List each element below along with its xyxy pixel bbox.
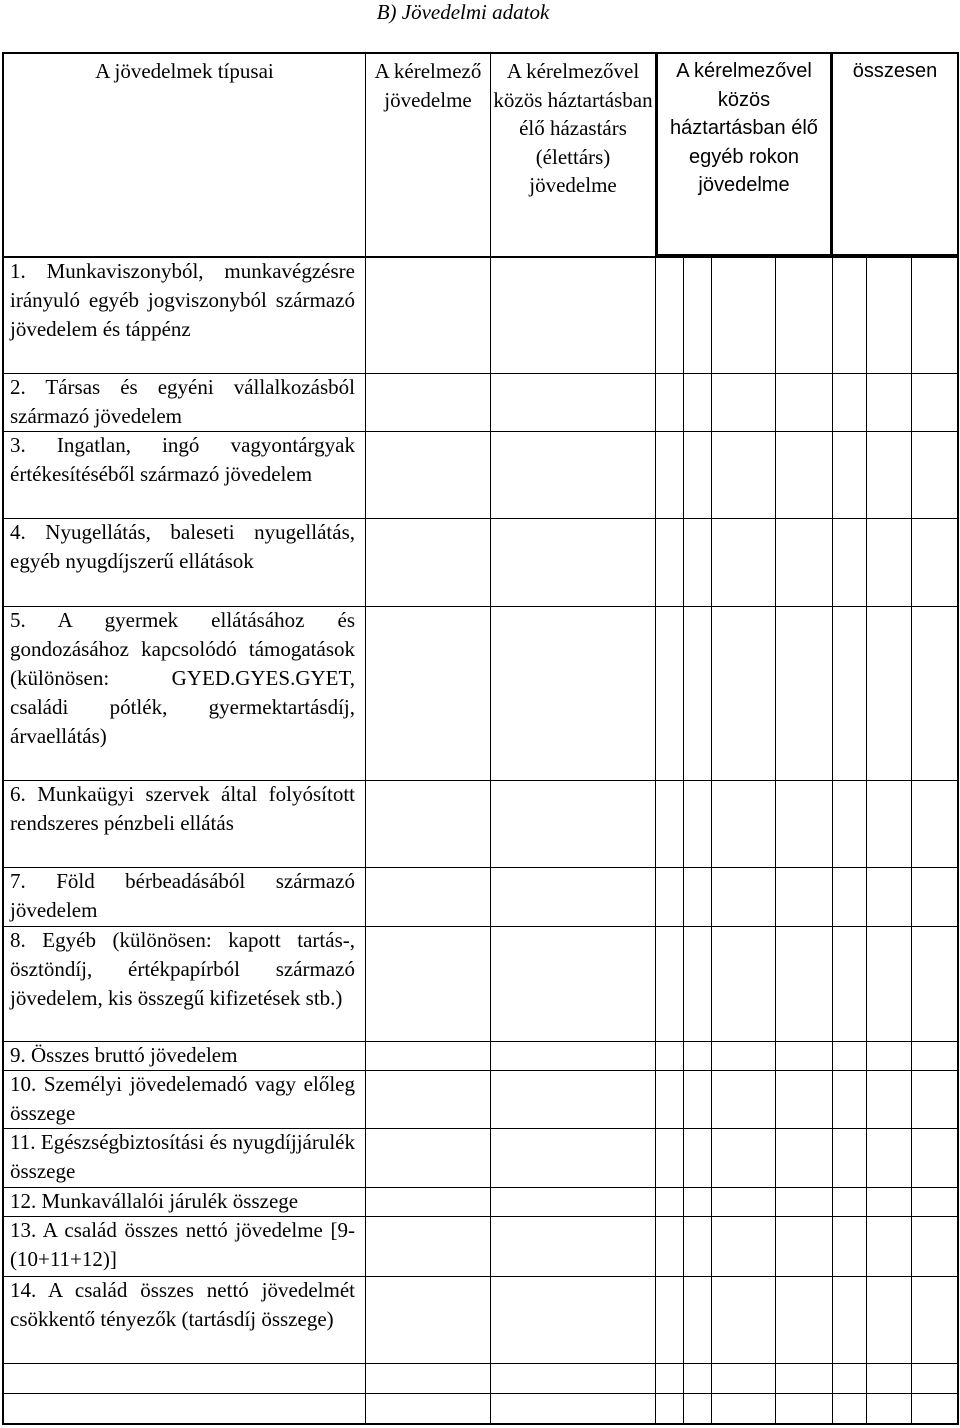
row-label-2: 2. Társas és egyéni vállalkozásból származó jövedelem: [10, 375, 355, 428]
header-divider-thick: [655, 254, 959, 258]
row-label-9: 9. Összes bruttó jövedelem: [10, 1043, 238, 1067]
col-divider-3-header: [655, 52, 658, 258]
header-total: összesen: [852, 60, 938, 82]
table-border-bottom: [2, 1423, 959, 1425]
row-divider: [2, 1393, 959, 1394]
row-label-5: 5. A gyermek ellátásához és gondozásához kapcsolódó támogatások (különösen: GYED.GYES.GYET, családi pótlék, gyermektartásdíj, árvaellátás): [10, 608, 355, 748]
header-relatives-income: A kérelmezővel közös háztartásban élő egyéb rokon jövedelme: [670, 60, 818, 196]
section-title: [0, 0, 960, 24]
header-spouse-income: A kérelmezővel közös háztartásban élő házastárs (élettárs) jövedelme: [493, 59, 653, 197]
row-label-8: 8. Egyéb (különösen: kapott tartás-, ösztöndíj, értékpapírból származó jövedelem, kis összegű kifizetések stb.): [10, 928, 355, 1010]
col-divider-2: [490, 52, 491, 1425]
row-label-1: 1. Munkaviszonyból, munkavégzésre irányuló egyéb jogviszonyból származó jövedelem és táppénz: [10, 259, 355, 341]
row-label-13: 13. A család összes nettó jövedelme [9-(10+11+12)]: [10, 1218, 355, 1271]
row-divider: [2, 1363, 959, 1364]
row-label-11: 11. Egészségbiztosítási és nyugdíjjárulék összege: [10, 1130, 355, 1183]
row-label-7: 7. Föld bérbeadásából származó jövedelem: [10, 869, 355, 922]
header-applicant-income: A kérelmező jövedelme: [374, 59, 482, 112]
col-divider-4-header: [830, 52, 833, 258]
row-label-12: 12. Munkavállalói járulék összege: [10, 1189, 299, 1213]
row-label-6: 6. Munkaügyi szervek által folyósított rendszeres pénzbeli ellátás: [10, 782, 355, 835]
row-label-10: 10. Személyi jövedelemadó vagy előleg összege: [10, 1072, 355, 1125]
row-label-3: 3. Ingatlan, ingó vagyontárgyak értékesítéséből származó jövedelem: [10, 433, 355, 486]
row-label-4: 4. Nyugellátás, baleseti nyugellátás, egyéb nyugdíjszerű ellátások: [10, 520, 355, 573]
col-divider-1: [365, 52, 366, 1425]
header-income-types: A jövedelmek típusai: [95, 59, 274, 83]
row-label-14: 14. A család összes nettó jövedelmét csökkentő tényezők (tartásdíj összege): [10, 1278, 355, 1331]
section-title-text: B) Jövedelmi adatok: [376, 0, 550, 24]
table-border-top: [2, 52, 959, 54]
